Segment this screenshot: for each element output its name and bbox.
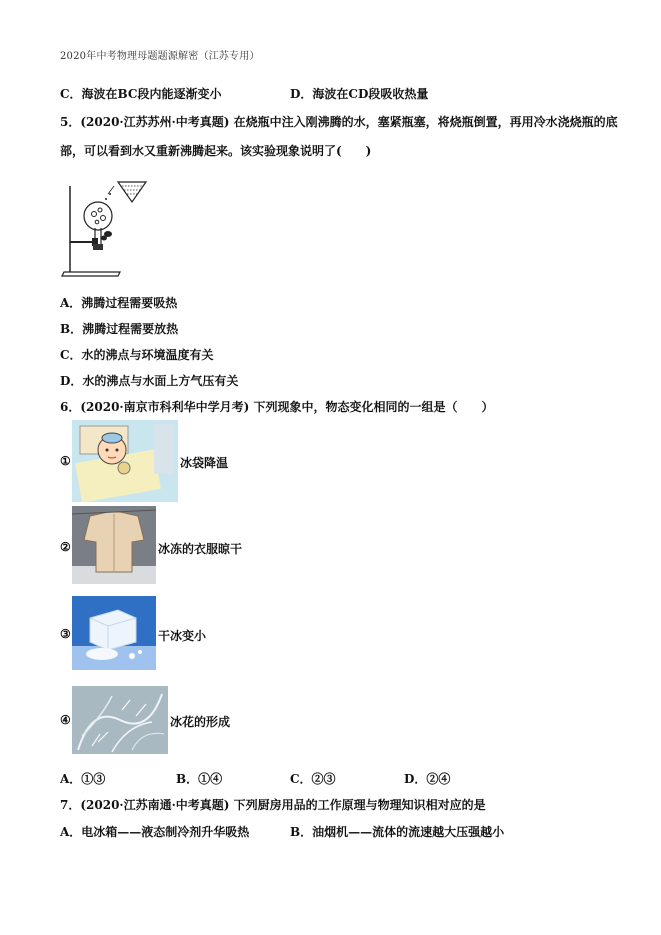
ice-bag-photo [72,420,178,502]
dry-ice-photo [72,596,156,670]
question-6-option-c: C．②③ [290,772,336,786]
item-1-number: ① [60,454,71,468]
item-4-caption: 冰花的形成 [170,715,231,729]
item-2-number: ② [60,540,71,554]
item-4-number: ④ [60,713,71,727]
question-7-option-a: A．电冰箱——液态制冷剂升华吸热 [60,825,250,839]
question-6-option-a: A．①③ [60,772,106,786]
item-3-caption: 干冰变小 [158,629,207,643]
page-header: 2020年中考物理母题题源解密（江苏专用） [60,51,260,62]
flask-experiment-figure [60,172,150,282]
question-7-option-b: B．油烟机——流体的流速越大压强越小 [290,825,505,839]
question-5-stem-line2: 部，可以看到水又重新沸腾起来。该实验现象说明了( ) [60,144,372,158]
item-1-caption: 冰袋降温 [180,456,229,470]
question-5-option-c: C．水的沸点与环境温度有关 [60,348,214,362]
question-6-stem: 6．(2020·南京市科利华中学月考) 下列现象中，物态变化相同的一组是（ ） [60,400,494,414]
item-2-caption: 冰冻的衣服晾干 [158,542,243,556]
option-d: D．海波在CD段吸收热量 [290,87,429,101]
option-c: C．海波在BC段内能逐渐变小 [60,87,222,101]
item-3-number: ③ [60,627,71,641]
question-5-option-b: B．沸腾过程需要放热 [60,322,179,336]
frozen-clothes-photo [72,506,156,584]
question-5-option-d: D．水的沸点与水面上方气压有关 [60,374,239,388]
question-6-option-d: D．②④ [404,772,451,786]
question-6-option-b: B．①④ [176,772,223,786]
ice-flower-photo [72,686,168,754]
question-7-stem: 7．(2020·江苏南通·中考真题) 下列厨房用品的工作原理与物理知识相对应的是 [60,798,486,812]
question-5-stem-line1: 5．(2020·江苏苏州·中考真题) 在烧瓶中注入刚沸腾的水，塞紧瓶塞，将烧瓶倒置，再用冷水浇烧瓶的底 [60,115,618,129]
question-5-option-a: A．沸腾过程需要吸热 [60,296,178,310]
